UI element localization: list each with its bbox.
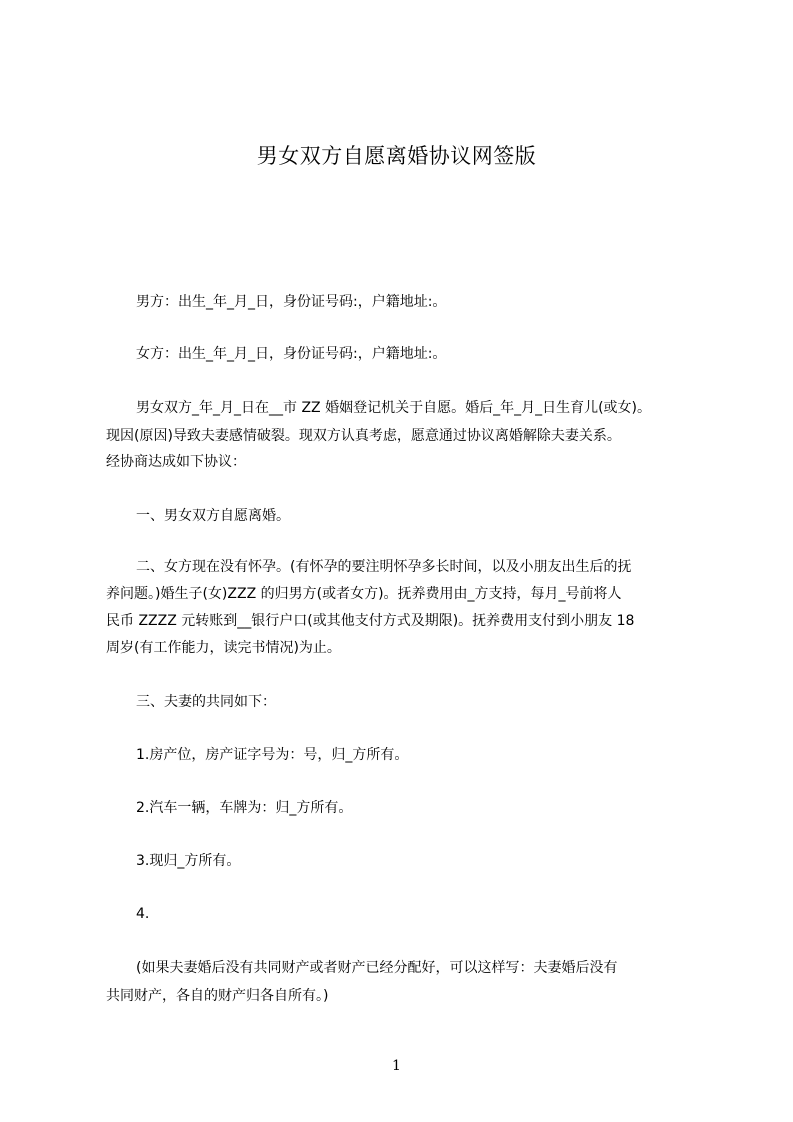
note-line-2: 共同财产，各自的财产归各自所有。) (106, 988, 329, 1004)
clause-3-heading: 三、夫妻的共同如下： (136, 694, 276, 710)
clause-2-line-2: 养问题。)婚生子(女)ZZZ 的归男方(或者女方)。抚养费用由_方支持，每月_号前将人 (106, 586, 622, 602)
property-item-1: 1.房产位，房产证字号为：号，归_方所有。 (136, 747, 409, 763)
clause-2-line-4: 周岁(有工作能力，读完书情况)为止。 (106, 640, 341, 656)
man-info-line: 男方：出生_年_月_日，身份证号码:，户籍地址:。 (136, 294, 447, 310)
property-item-3: 3.现归_方所有。 (136, 853, 241, 869)
intro-line-3: 经协商达成如下协议： (106, 454, 246, 470)
clause-2-line-3: 民币 ZZZZ 元转账到__银行户口(或其他支付方式及期限)。抚养费用支付到小朋友 18 (106, 613, 635, 629)
document-title: 男女双方自愿离婚协议网签版 (256, 144, 537, 168)
intro-line-2: 现因(原因)导致夫妻感情破裂。现双方认真考虑，愿意通过协议离婚解除夫妻关系。 (106, 428, 621, 444)
property-item-2: 2.汽车一辆，车牌为：归_方所有。 (136, 800, 353, 816)
property-item-4: 4. (136, 906, 150, 922)
woman-info-line: 女方：出生_年_月_日，身份证号码:，户籍地址:。 (136, 346, 447, 362)
clause-2-line-1: 二、女方现在没有怀孕。(有怀孕的要注明怀孕多长时间，以及小朋友出生后的抚 (136, 559, 632, 575)
note-line-1: (如果夫妻婚后没有共同财产或者财产已经分配好，可以这样写：夫妻婚后没有 (136, 960, 618, 976)
intro-line-1: 男女双方_年_月_日在__市 ZZ 婚姻登记机关于自愿。婚后_年_月_日生育儿(或女)。 (136, 400, 652, 416)
page-number: 1 (392, 1058, 401, 1074)
clause-1: 一、男女双方自愿离婚。 (136, 508, 290, 524)
